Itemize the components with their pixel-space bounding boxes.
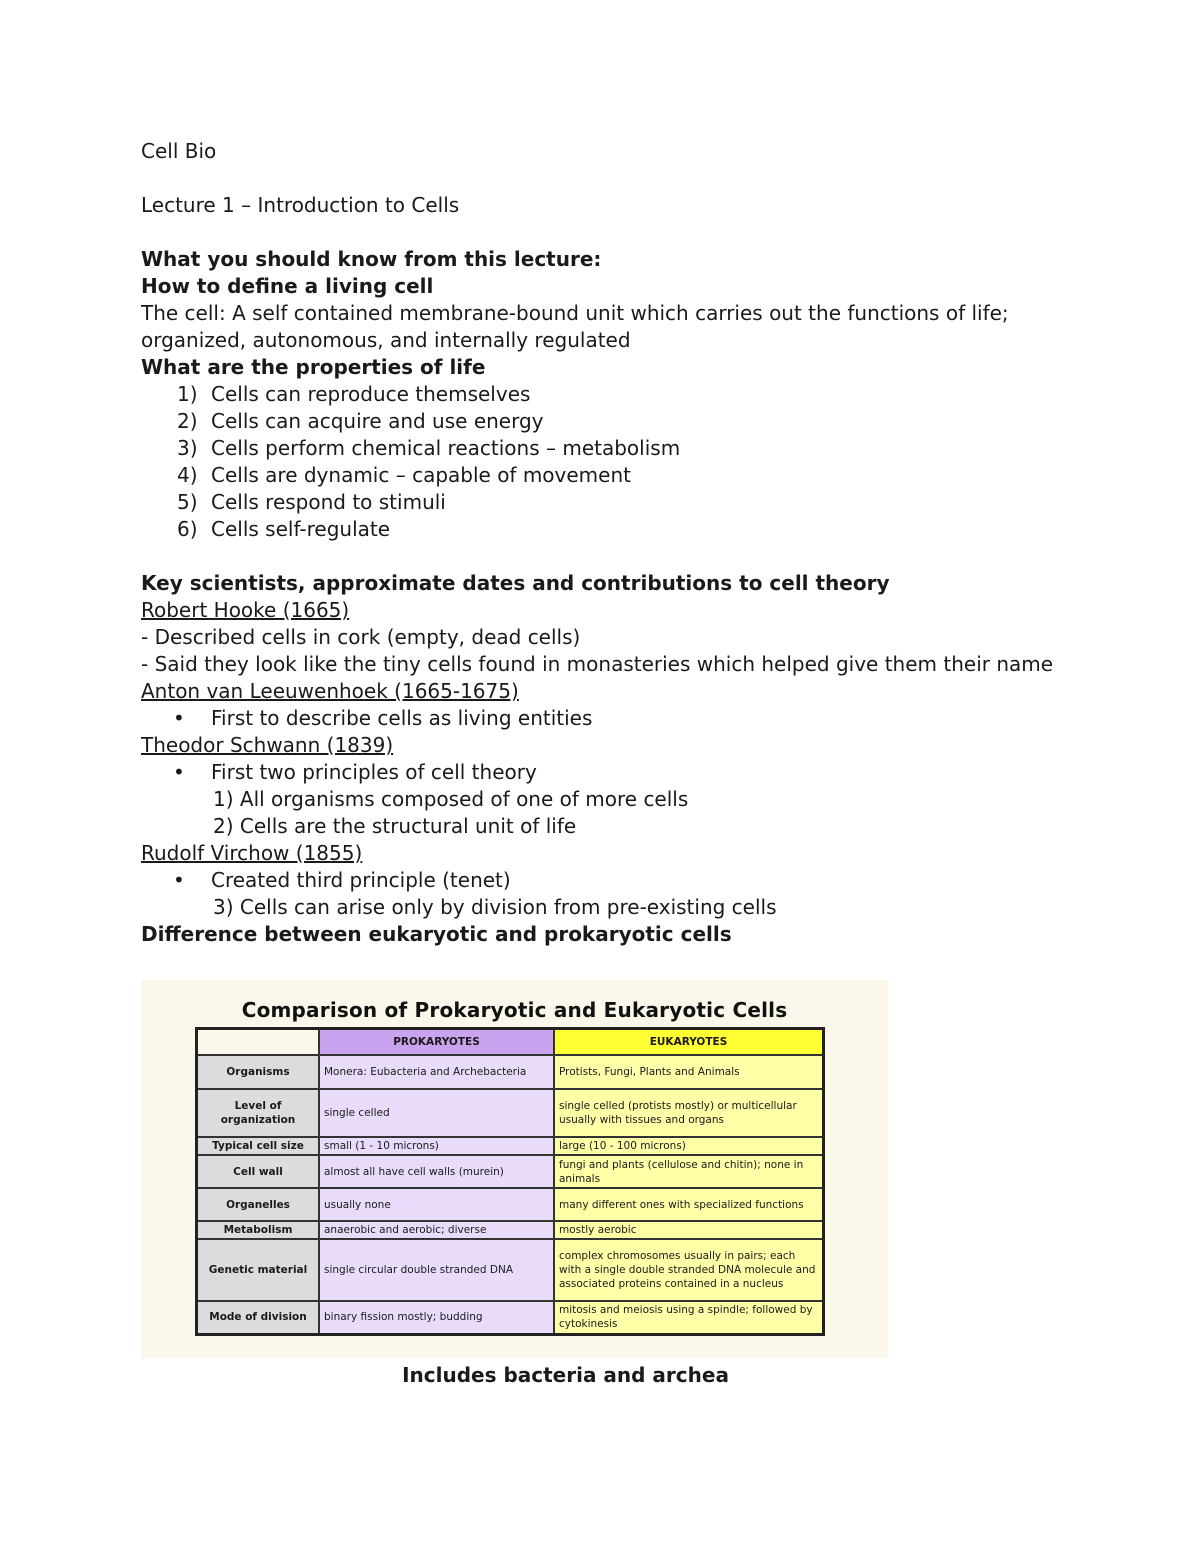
eukaryote-cell: many different ones with specialized functions: [554, 1188, 824, 1221]
row-label: Metabolism: [197, 1221, 320, 1239]
bullet-item: [141, 867, 1071, 894]
table-row: [197, 1301, 824, 1334]
list-number: 6): [177, 517, 198, 541]
scientist-virchow: Rudolf Virchow (1855): [141, 841, 363, 865]
header-eukaryotes: EUKARYOTES: [554, 1029, 824, 1056]
property-item: [141, 489, 1071, 516]
prokaryote-cell: single celled: [319, 1089, 554, 1137]
figure-caption: Includes bacteria and archea: [402, 1363, 729, 1387]
property-text: Cells can acquire and use energy: [211, 409, 544, 433]
row-label: Cell wall: [197, 1155, 320, 1188]
prokaryote-cell: almost all have cell walls (murein): [319, 1155, 554, 1188]
prokaryote-cell: Monera: Eubacteria and Archebacteria: [319, 1055, 554, 1089]
bullet-text: Created third principle (tenet): [211, 868, 511, 892]
property-item: [141, 435, 1071, 462]
sub-item: 3) Cells can arise only by division from pre-existing cells: [213, 895, 777, 919]
lecture-title: Lecture 1 – Introduction to Cells: [141, 193, 460, 217]
eukaryote-cell: large (10 - 100 microns): [554, 1137, 824, 1155]
property-text: Cells perform chemical reactions – metabolism: [211, 436, 681, 460]
eukaryote-cell: fungi and plants (cellulose and chitin); none in animals: [554, 1155, 824, 1188]
property-item: [141, 462, 1071, 489]
list-number: 5): [177, 490, 198, 514]
property-text: Cells can reproduce themselves: [211, 382, 531, 406]
bullet-item: [141, 705, 1071, 732]
eukaryote-cell: mitosis and meiosis using a spindle; followed by cytokinesis: [554, 1301, 824, 1334]
list-number: 3): [177, 436, 198, 460]
row-label: Organisms: [197, 1055, 320, 1089]
doc-title: Cell Bio: [141, 139, 217, 163]
prokaryote-cell: small (1 - 10 microns): [319, 1137, 554, 1155]
bullet-text: First two principles of cell theory: [211, 760, 537, 784]
difference-heading: Difference between eukaryotic and prokaryotic cells: [141, 922, 732, 946]
property-text: Cells self-regulate: [211, 517, 391, 541]
sub-item: 1) All organisms composed of one of more cells: [213, 787, 689, 811]
table-row: [197, 1155, 824, 1188]
bullet-item: [141, 759, 1071, 786]
table-header-row: [197, 1029, 824, 1056]
table-row: [197, 1055, 824, 1089]
row-label: Genetic material: [197, 1239, 320, 1301]
hooke-point: - Said they look like the tiny cells found in monasteries which helped give them their name: [141, 652, 1054, 676]
eukaryote-cell: complex chromosomes usually in pairs; each with a single double stranded DNA molecule and associated proteins contained in a nucleus: [554, 1239, 824, 1301]
document-body: [141, 138, 1071, 948]
property-text: Cells respond to stimuli: [211, 490, 446, 514]
comparison-table: [195, 1027, 825, 1336]
cell-definition: The cell: A self contained membrane-bound unit which carries out the functions of life; organized, autonomous, and internally regulated: [141, 301, 1009, 352]
prokaryote-cell: usually none: [319, 1188, 554, 1221]
property-text: Cells are dynamic – capable of movement: [211, 463, 631, 487]
list-number: 4): [177, 463, 198, 487]
scientist-leeuwenhoek: Anton van Leeuwenhoek (1665-1675): [141, 679, 519, 703]
row-label: Organelles: [197, 1188, 320, 1221]
scientist-hooke: Robert Hooke (1665): [141, 598, 350, 622]
prokaryote-cell: anaerobic and aerobic; diverse: [319, 1221, 554, 1239]
eukaryote-cell: Protists, Fungi, Plants and Animals: [554, 1055, 824, 1089]
sub-item: 2) Cells are the structural unit of life: [213, 814, 577, 838]
property-item: [141, 408, 1071, 435]
define-heading: How to define a living cell: [141, 274, 434, 298]
scientist-schwann: Theodor Schwann (1839): [141, 733, 394, 757]
table-row: [197, 1188, 824, 1221]
eukaryote-cell: single celled (protists mostly) or multicellular usually with tissues and organs: [554, 1089, 824, 1137]
hooke-point: - Described cells in cork (empty, dead cells): [141, 625, 581, 649]
list-number: 2): [177, 409, 198, 433]
header-prokaryotes: PROKARYOTES: [319, 1029, 554, 1056]
property-item: [141, 516, 1071, 543]
bullet-text: First to describe cells as living entities: [211, 706, 593, 730]
bullet-icon: •: [173, 868, 185, 892]
scientists-heading: Key scientists, approximate dates and contributions to cell theory: [141, 571, 890, 595]
comparison-figure: [141, 980, 888, 1358]
figure-title: Comparison of Prokaryotic and Eukaryotic Cells: [241, 998, 788, 1022]
bullet-icon: •: [173, 706, 185, 730]
know-heading: What you should know from this lecture:: [141, 247, 602, 271]
eukaryote-cell: mostly aerobic: [554, 1221, 824, 1239]
header-empty-cell: [197, 1029, 320, 1056]
table-row: [197, 1089, 824, 1137]
list-number: 1): [177, 382, 198, 406]
row-label: Typical cell size: [197, 1137, 320, 1155]
table-row: [197, 1239, 824, 1301]
table-row: [197, 1137, 824, 1155]
property-item: [141, 381, 1071, 408]
prokaryote-cell: binary fission mostly; budding: [319, 1301, 554, 1334]
table-row: [197, 1221, 824, 1239]
properties-heading: What are the properties of life: [141, 355, 486, 379]
bullet-icon: •: [173, 760, 185, 784]
row-label: Level of organization: [197, 1089, 320, 1137]
prokaryote-cell: single circular double stranded DNA: [319, 1239, 554, 1301]
row-label: Mode of division: [197, 1301, 320, 1334]
